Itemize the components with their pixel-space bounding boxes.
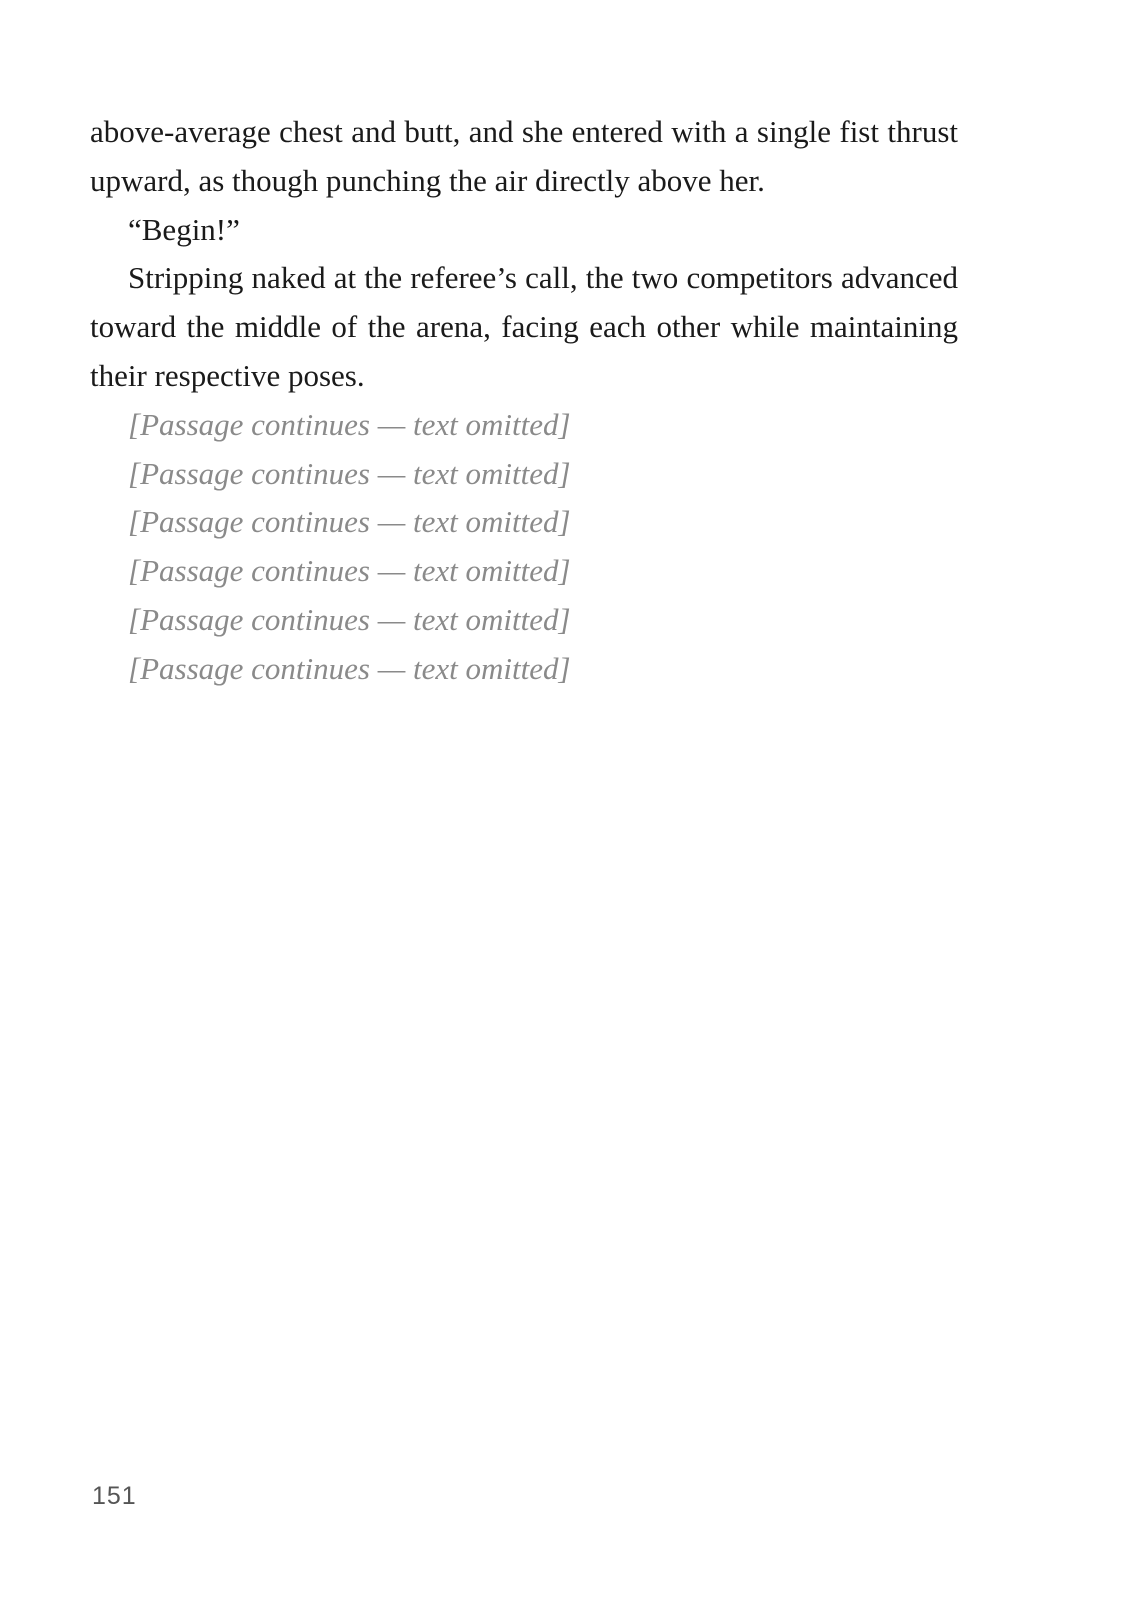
page-number: 151: [92, 1482, 137, 1510]
paragraph-placeholder: [Passage continues — text omitted]: [128, 504, 571, 540]
paragraph-placeholder: [Passage continues — text omitted]: [128, 455, 571, 491]
paragraph-placeholder: [Passage continues — text omitted]: [128, 601, 571, 637]
paragraph: “Begin!”: [128, 211, 240, 247]
paragraph-placeholder: [Passage continues — text omitted]: [128, 406, 571, 442]
paragraph: Stripping naked at the referee’s call, the two competitors advanced toward the middle of the arena, facing each other while maintaining their respective poses.: [90, 260, 958, 393]
paragraph-placeholder: [Passage continues — text omitted]: [128, 650, 571, 686]
paragraph: above-average chest and butt, and she entered with a single fist thrust upward, as though punching the air directly above her.: [90, 114, 958, 198]
paragraph-placeholder: [Passage continues — text omitted]: [128, 553, 571, 589]
body-text: [90, 108, 958, 694]
